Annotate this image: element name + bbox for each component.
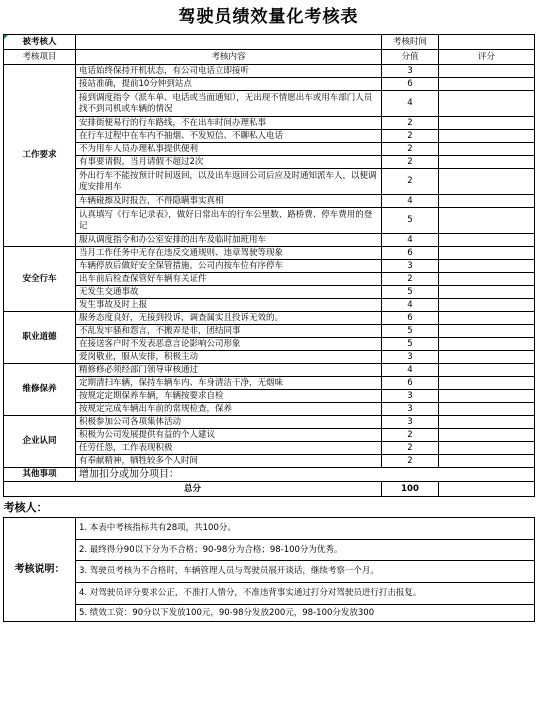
content-header: 考核内容 xyxy=(76,50,382,65)
item-rating-cell[interactable] xyxy=(439,377,535,390)
rating-header: 评分 xyxy=(439,50,535,65)
table-row xyxy=(4,260,535,273)
item-content: 任劳任怨，工作表现积极 xyxy=(76,442,382,455)
item-rating-cell[interactable] xyxy=(439,286,535,299)
table-row xyxy=(4,234,535,247)
item-content: 出车前后检查保管好车辆有关证件 xyxy=(76,273,382,286)
category-label: 职业道德 xyxy=(4,312,76,364)
table-row xyxy=(4,208,535,234)
item-content: 不为用车人员办理私事提供便利 xyxy=(76,143,382,156)
table-row xyxy=(4,442,535,455)
item-score: 2 xyxy=(382,117,439,130)
item-score: 3 xyxy=(382,260,439,273)
table-row xyxy=(4,403,535,416)
item-content: 在行车过程中在车内不抽烟、不发短信、不聊私人电话 xyxy=(76,130,382,143)
item-rating-cell[interactable] xyxy=(439,455,535,468)
item-content: 在接送客户时不发表恶意言论影响公司形象 xyxy=(76,338,382,351)
item-score: 5 xyxy=(382,325,439,338)
item-rating-cell[interactable] xyxy=(439,91,535,117)
item-rating-cell[interactable] xyxy=(439,130,535,143)
item-score: 4 xyxy=(382,364,439,377)
item-rating-cell[interactable] xyxy=(439,273,535,286)
other-row xyxy=(4,468,535,482)
item-content: 积极参加公司各项集体活动 xyxy=(76,416,382,429)
item-score: 2 xyxy=(382,156,439,169)
item-rating-cell[interactable] xyxy=(439,117,535,130)
table-row xyxy=(4,364,535,377)
item-rating-cell[interactable] xyxy=(439,429,535,442)
item-score: 6 xyxy=(382,377,439,390)
note-text: 5. 绩效工资：90分以下发放100元，90-98分发放200元，98-100分发放300 xyxy=(76,605,535,622)
page-title: 驾驶员绩效量化考核表 xyxy=(178,7,359,27)
score-header: 分值 xyxy=(382,50,439,65)
item-content: 有奉献精神，牺牲较多个人时间 xyxy=(76,455,382,468)
item-content: 发生事故及时上报 xyxy=(76,299,382,312)
total-rating-cell[interactable] xyxy=(439,482,535,497)
item-score: 2 xyxy=(382,273,439,286)
item-score: 3 xyxy=(382,390,439,403)
item-content: 有事要请假，当月请假不超过2次 xyxy=(76,156,382,169)
table-row xyxy=(4,130,535,143)
item-content: 积极为公司发展提供有益的个人建议 xyxy=(76,429,382,442)
note-text: 3. 驾驶员考核为不合格时，车辆管理人员与驾驶员展开谈话，继续考察一个月。 xyxy=(76,561,535,583)
item-rating-cell[interactable] xyxy=(439,416,535,429)
table-row xyxy=(4,143,535,156)
item-content: 安排街便易行的行车路线，不在出车时间办理私事 xyxy=(76,117,382,130)
item-content: 按规定定期保养车辆，车辆按要求自检 xyxy=(76,390,382,403)
item-score: 4 xyxy=(382,195,439,208)
table-row xyxy=(4,78,535,91)
note-text: 4. 对驾驶员评分要求公正，不准打人情分，不准违背事实通过打分对驾驶员进行打击报复。 xyxy=(76,583,535,605)
table-row xyxy=(4,169,535,195)
examinee-row xyxy=(4,35,535,50)
examinee-name-cell[interactable] xyxy=(76,35,382,50)
item-content: 按规定完成车辆出车前的常规检查，保养 xyxy=(76,403,382,416)
item-rating-cell[interactable] xyxy=(439,325,535,338)
item-score: 3 xyxy=(382,65,439,78)
item-content: 车辆停放后做好安全保管措施，公司内按车位有序停车 xyxy=(76,260,382,273)
item-rating-cell[interactable] xyxy=(439,338,535,351)
table-row xyxy=(4,117,535,130)
item-content: 不乱发牢骚和怨言，不搬弄是非，团结同事 xyxy=(76,325,382,338)
notes-label: 考核说明： xyxy=(4,518,76,622)
item-content: 外出行车不能按预计时间返回，以及出车返回公司后应及时通知派车人，以便调度安排用车 xyxy=(76,169,382,195)
item-content: 服从调度指令和办公室安排的出车及临时加班用车 xyxy=(76,234,382,247)
item-score: 2 xyxy=(382,429,439,442)
evaluation-table xyxy=(3,34,535,622)
item-rating-cell[interactable] xyxy=(439,195,535,208)
category-label: 安全行车 xyxy=(4,247,76,312)
table-row xyxy=(4,286,535,299)
item-score: 3 xyxy=(382,416,439,429)
column-header-row xyxy=(4,50,535,65)
examiner-label: 考核人： xyxy=(4,497,535,518)
table-row xyxy=(4,377,535,390)
time-label: 考核时间 xyxy=(382,35,439,50)
note-row xyxy=(4,605,535,622)
item-rating-cell[interactable] xyxy=(439,65,535,78)
item-content: 爱岗敬业，服从安排，积极主动 xyxy=(76,351,382,364)
item-content: 接到调度指令（派车单、电话或当面通知），无出现不情愿出车或用车部门人员找不到司机或车辆的情况 xyxy=(76,91,382,117)
examinee-label: 被考核人 xyxy=(4,35,76,50)
table-row xyxy=(4,416,535,429)
item-rating-cell[interactable] xyxy=(439,351,535,364)
item-content: 服务态度良好，无接到投诉，调查属实且投诉无效的。 xyxy=(76,312,382,325)
item-rating-cell[interactable] xyxy=(439,143,535,156)
item-score: 3 xyxy=(382,403,439,416)
item-rating-cell[interactable] xyxy=(439,312,535,325)
item-rating-cell[interactable] xyxy=(439,260,535,273)
item-rating-cell[interactable] xyxy=(439,390,535,403)
item-score: 5 xyxy=(382,286,439,299)
table-row xyxy=(4,351,535,364)
category-label: 维修保养 xyxy=(4,364,76,416)
item-score: 5 xyxy=(382,338,439,351)
note-row xyxy=(4,540,535,561)
note-row xyxy=(4,561,535,583)
total-row xyxy=(4,482,535,497)
item-content: 接站准确，提前10分钟到站点 xyxy=(76,78,382,91)
time-value-cell[interactable] xyxy=(439,35,535,50)
note-row xyxy=(4,518,535,540)
item-rating-cell[interactable] xyxy=(439,234,535,247)
note-text: 2. 最终得分90以下分为不合格；90-98分为合格；98-100分为优秀。 xyxy=(76,540,535,561)
item-score: 6 xyxy=(382,312,439,325)
total-value: 100 xyxy=(382,482,439,497)
table-row xyxy=(4,325,535,338)
item-rating-cell[interactable] xyxy=(439,169,535,195)
item-score: 2 xyxy=(382,169,439,195)
item-rating-cell[interactable] xyxy=(439,299,535,312)
item-content: 认真填写《行车记录表》，做好日常出车的行车公里数、路桥费、停车费用的登记 xyxy=(76,208,382,234)
table-row xyxy=(4,156,535,169)
other-content[interactable]: 增加扣分或加分项目： xyxy=(76,468,535,482)
other-label: 其他事项 xyxy=(4,468,76,482)
table-row xyxy=(4,455,535,468)
item-score: 4 xyxy=(382,91,439,117)
item-rating-cell[interactable] xyxy=(439,208,535,234)
table-row xyxy=(4,65,535,78)
item-rating-cell[interactable] xyxy=(439,156,535,169)
item-content: 精修修必须经部门领导审核通过 xyxy=(76,364,382,377)
note-row xyxy=(4,583,535,605)
project-header: 考核项目 xyxy=(4,50,76,65)
table-row xyxy=(4,390,535,403)
category-label: 企业认同 xyxy=(4,416,76,468)
item-score: 5 xyxy=(382,208,439,234)
item-score: 6 xyxy=(382,247,439,260)
item-score: 2 xyxy=(382,130,439,143)
item-rating-cell[interactable] xyxy=(439,247,535,260)
item-content: 车辆碰擦及时报告，不得隐瞒事实真相 xyxy=(76,195,382,208)
item-score: 2 xyxy=(382,442,439,455)
table-row xyxy=(4,195,535,208)
table-row xyxy=(4,299,535,312)
item-content: 电话始终保持开机状态，有公司电话立即接听 xyxy=(76,65,382,78)
item-score: 3 xyxy=(382,351,439,364)
table-row xyxy=(4,91,535,117)
note-text: 1. 本表中考核指标共有28项，共100分。 xyxy=(76,518,535,540)
table-row xyxy=(4,338,535,351)
table-row xyxy=(4,273,535,286)
item-score: 4 xyxy=(382,234,439,247)
item-score: 4 xyxy=(382,299,439,312)
total-label: 总分 xyxy=(4,482,382,497)
item-rating-cell[interactable] xyxy=(439,442,535,455)
table-row xyxy=(4,429,535,442)
item-content: 定期清扫车辆，保持车辆车内、车身清洁干净，无烟味 xyxy=(76,377,382,390)
item-content: 无发生交通事故 xyxy=(76,286,382,299)
item-rating-cell[interactable] xyxy=(439,403,535,416)
item-content: 当月工作任务中无存在违反交通规则、违章驾驶等现象 xyxy=(76,247,382,260)
table-row xyxy=(4,247,535,260)
item-score: 2 xyxy=(382,455,439,468)
examiner-row xyxy=(4,497,535,518)
table-row xyxy=(4,312,535,325)
item-rating-cell[interactable] xyxy=(439,78,535,91)
category-label: 工作要求 xyxy=(4,65,76,247)
item-score: 2 xyxy=(382,143,439,156)
item-rating-cell[interactable] xyxy=(439,364,535,377)
item-score: 6 xyxy=(382,78,439,91)
